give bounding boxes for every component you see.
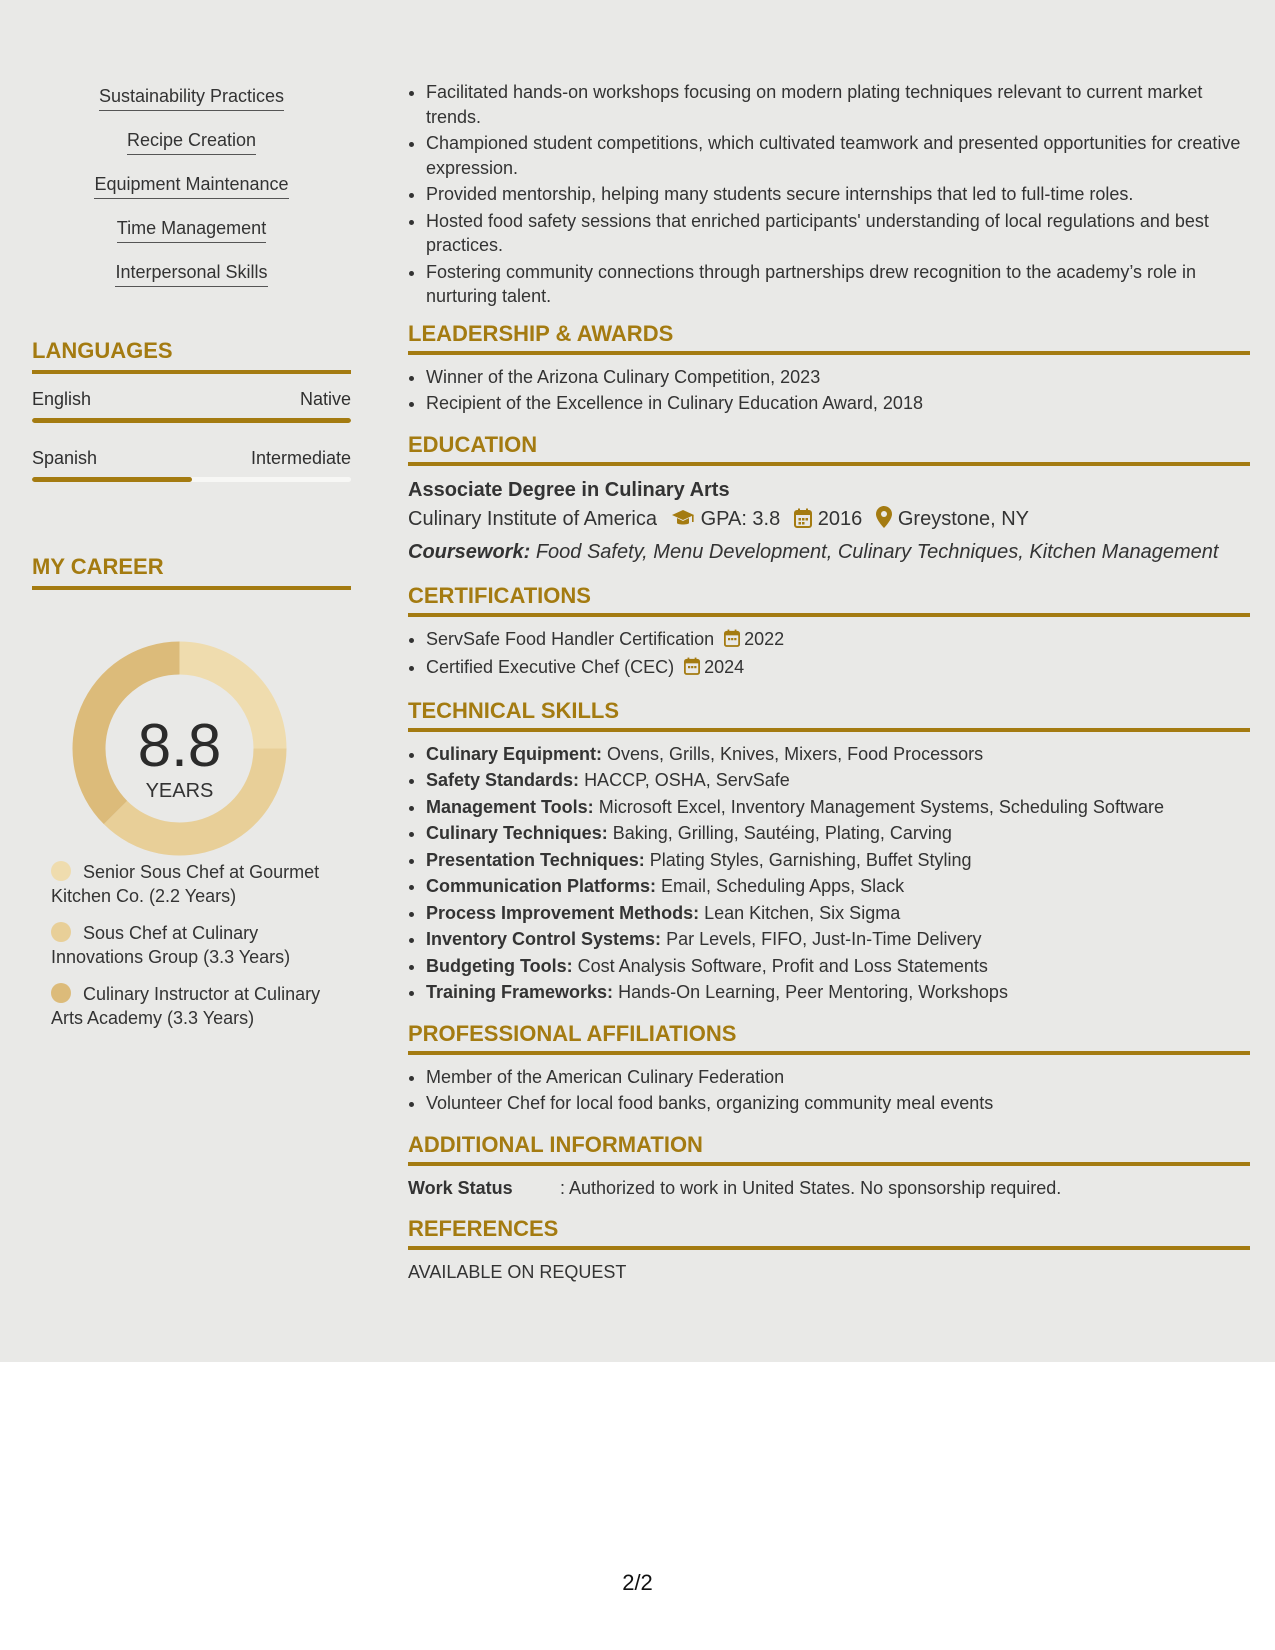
language-item bbox=[32, 447, 351, 482]
skill-tag: Sustainability Practices bbox=[99, 84, 284, 111]
skill-category: Communication Platforms: bbox=[426, 876, 657, 896]
language-level-bar bbox=[32, 477, 351, 482]
skill-tag: Time Management bbox=[117, 216, 266, 243]
technical-skills-heading: TECHNICAL SKILLS bbox=[408, 698, 1250, 732]
affiliations-list bbox=[408, 1065, 1250, 1116]
education-heading: EDUCATION bbox=[408, 432, 1250, 466]
gpa: GPA: 3.8 bbox=[700, 507, 781, 530]
additional-info-heading: ADDITIONAL INFORMATION bbox=[408, 1132, 1250, 1166]
experience-bullet: • Hosted food safety sessions that enriched participants' understanding of local regulations and best practices. bbox=[426, 209, 1250, 258]
experience-bullet: • Fostering community connections through partnerships drew recognition to the academy’s role in nurturing talent. bbox=[426, 260, 1250, 309]
left-column bbox=[32, 84, 351, 1043]
skill-category: Inventory Control Systems: bbox=[426, 929, 662, 949]
skill-values: HACCP, OSHA, ServSafe bbox=[584, 770, 790, 790]
skill-values: Plating Styles, Garnishing, Buffet Styling bbox=[649, 849, 972, 870]
technical-skill-item bbox=[426, 848, 1250, 873]
references-heading: REFERENCES bbox=[408, 1216, 1250, 1250]
skill-category: Culinary Techniques: bbox=[426, 823, 608, 843]
calendar-icon bbox=[684, 657, 700, 682]
language-level-fill bbox=[32, 477, 192, 482]
calendar-icon bbox=[794, 507, 812, 537]
experience-bullets bbox=[408, 80, 1250, 309]
skill-values: Hands-On Learning, Peer Mentoring, Workshops bbox=[618, 982, 1008, 1002]
technical-skill-item bbox=[426, 768, 1250, 793]
skill-category: Process Improvement Methods: bbox=[426, 902, 700, 923]
language-level-bar bbox=[32, 418, 351, 423]
technical-skill-item bbox=[426, 795, 1250, 820]
school-location: Greystone, NY bbox=[897, 507, 1030, 530]
career-chart bbox=[32, 590, 351, 860]
skill-category: Budgeting Tools: bbox=[426, 955, 573, 976]
language-level: Native bbox=[299, 389, 351, 409]
skill-tag-list bbox=[32, 84, 351, 304]
certifications-heading: CERTIFICATIONS bbox=[408, 583, 1250, 617]
legend-label: Culinary Instructor at Culinary Arts Academy (3.3 Years) bbox=[51, 984, 321, 1028]
affiliation-item: • Member of the American Culinary Federation bbox=[426, 1065, 1250, 1090]
affiliations-heading: PROFESSIONAL AFFILIATIONS bbox=[408, 1021, 1250, 1055]
experience-bullet: • Provided mentorship, helping many students secure internships that led to full-time roles. bbox=[426, 182, 1250, 207]
career-total-unit: YEARS bbox=[145, 780, 214, 802]
language-name: Spanish bbox=[32, 448, 98, 468]
skill-values: Par Levels, FIFO, Just-In-Time Delivery bbox=[666, 929, 982, 949]
certification-name: Certified Executive Chef (CEC) bbox=[426, 657, 675, 677]
skill-category: Safety Standards: bbox=[426, 770, 580, 790]
career-legend bbox=[51, 860, 336, 1030]
page-number: 2/2 bbox=[622, 1570, 653, 1595]
technical-skill-item bbox=[426, 742, 1250, 767]
certification-year: 2024 bbox=[704, 657, 745, 677]
coursework bbox=[408, 537, 1250, 567]
degree-title: Associate Degree in Culinary Arts bbox=[408, 478, 730, 501]
legend-item bbox=[51, 921, 336, 969]
technical-skill-item bbox=[426, 874, 1250, 899]
legend-label: Sous Chef at Culinary Innovations Group (3.3 Years) bbox=[51, 923, 291, 967]
skill-tag: Equipment Maintenance bbox=[94, 172, 288, 199]
skill-category: Training Frameworks: bbox=[426, 982, 614, 1002]
technical-skill-item bbox=[426, 821, 1250, 846]
skill-values: Cost Analysis Software, Profit and Loss Statements bbox=[577, 955, 988, 976]
education-details bbox=[408, 504, 1250, 537]
legend-swatch bbox=[51, 983, 71, 1003]
skill-values: Microsoft Excel, Inventory Management Systems, Scheduling Software bbox=[598, 796, 1164, 817]
location-pin-icon bbox=[876, 506, 892, 537]
certification-name: ServSafe Food Handler Certification bbox=[426, 628, 715, 649]
skill-tag: Recipe Creation bbox=[127, 128, 256, 155]
language-name: English bbox=[32, 389, 92, 409]
leadership-heading: LEADERSHIP & AWARDS bbox=[408, 321, 1250, 355]
calendar-icon bbox=[724, 629, 740, 654]
skill-values: Baking, Grilling, Sautéing, Plating, Carving bbox=[612, 823, 952, 843]
leadership-item: • Winner of the Arizona Culinary Competition, 2023 bbox=[426, 365, 1250, 390]
school-name: Culinary Institute of America bbox=[408, 507, 657, 530]
legend-item bbox=[51, 982, 336, 1030]
skill-tag: Interpersonal Skills bbox=[115, 260, 267, 287]
career-total-years: 8.8 bbox=[137, 712, 222, 779]
skill-values: Ovens, Grills, Knives, Mixers, Food Processors bbox=[607, 743, 984, 764]
coursework-label: Coursework: bbox=[408, 540, 531, 563]
affiliation-item: • Volunteer Chef for local food banks, organizing community meal events bbox=[426, 1091, 1250, 1116]
certification-year: 2022 bbox=[744, 628, 785, 649]
language-level-fill bbox=[32, 418, 351, 423]
language-item bbox=[32, 388, 351, 423]
certification-item bbox=[426, 627, 1250, 654]
certification-item bbox=[426, 655, 1250, 682]
skill-category: Culinary Equipment: bbox=[426, 743, 603, 764]
languages-heading: LANGUAGES bbox=[32, 338, 351, 374]
references-text: AVAILABLE ON REQUEST bbox=[408, 1261, 627, 1282]
legend-label: Senior Sous Chef at Gourmet Kitchen Co. (2.2 Years) bbox=[51, 862, 320, 906]
legend-swatch bbox=[51, 861, 71, 881]
work-status-label: Work Status bbox=[408, 1177, 513, 1198]
career-heading: MY CAREER bbox=[32, 554, 351, 590]
technical-skill-item bbox=[426, 954, 1250, 979]
leadership-item: • Recipient of the Excellence in Culinary Education Award, 2018 bbox=[426, 391, 1250, 416]
work-status-row bbox=[408, 1176, 1250, 1200]
technical-skill-item bbox=[426, 927, 1250, 952]
legend-item bbox=[51, 860, 336, 908]
leadership-list bbox=[408, 365, 1250, 416]
skill-values: Lean Kitchen, Six Sigma bbox=[704, 902, 901, 923]
certifications-list bbox=[408, 627, 1250, 682]
experience-bullet: • Facilitated hands-on workshops focusing on modern plating techniques relevant to current market trends. bbox=[426, 80, 1250, 129]
graduation-year: 2016 bbox=[817, 507, 863, 530]
language-level: Intermediate bbox=[250, 448, 351, 468]
skill-category: Presentation Techniques: bbox=[426, 849, 645, 870]
experience-bullet: • Championed student competitions, which cultivated teamwork and presented opportunities for creative expression. bbox=[426, 131, 1250, 180]
graduation-cap-icon bbox=[671, 507, 695, 537]
technical-skill-item bbox=[426, 980, 1250, 1005]
coursework-list: Food Safety, Menu Development, Culinary Techniques, Kitchen Management bbox=[535, 540, 1219, 563]
skill-category: Management Tools: bbox=[426, 796, 594, 817]
technical-skill-item bbox=[426, 901, 1250, 926]
technical-skills-list bbox=[408, 742, 1250, 1005]
work-status-value: : Authorized to work in United States. No sponsorship required. bbox=[560, 1177, 1062, 1198]
legend-swatch bbox=[51, 922, 71, 942]
right-column bbox=[408, 80, 1250, 1284]
skill-values: Email, Scheduling Apps, Slack bbox=[661, 876, 905, 896]
